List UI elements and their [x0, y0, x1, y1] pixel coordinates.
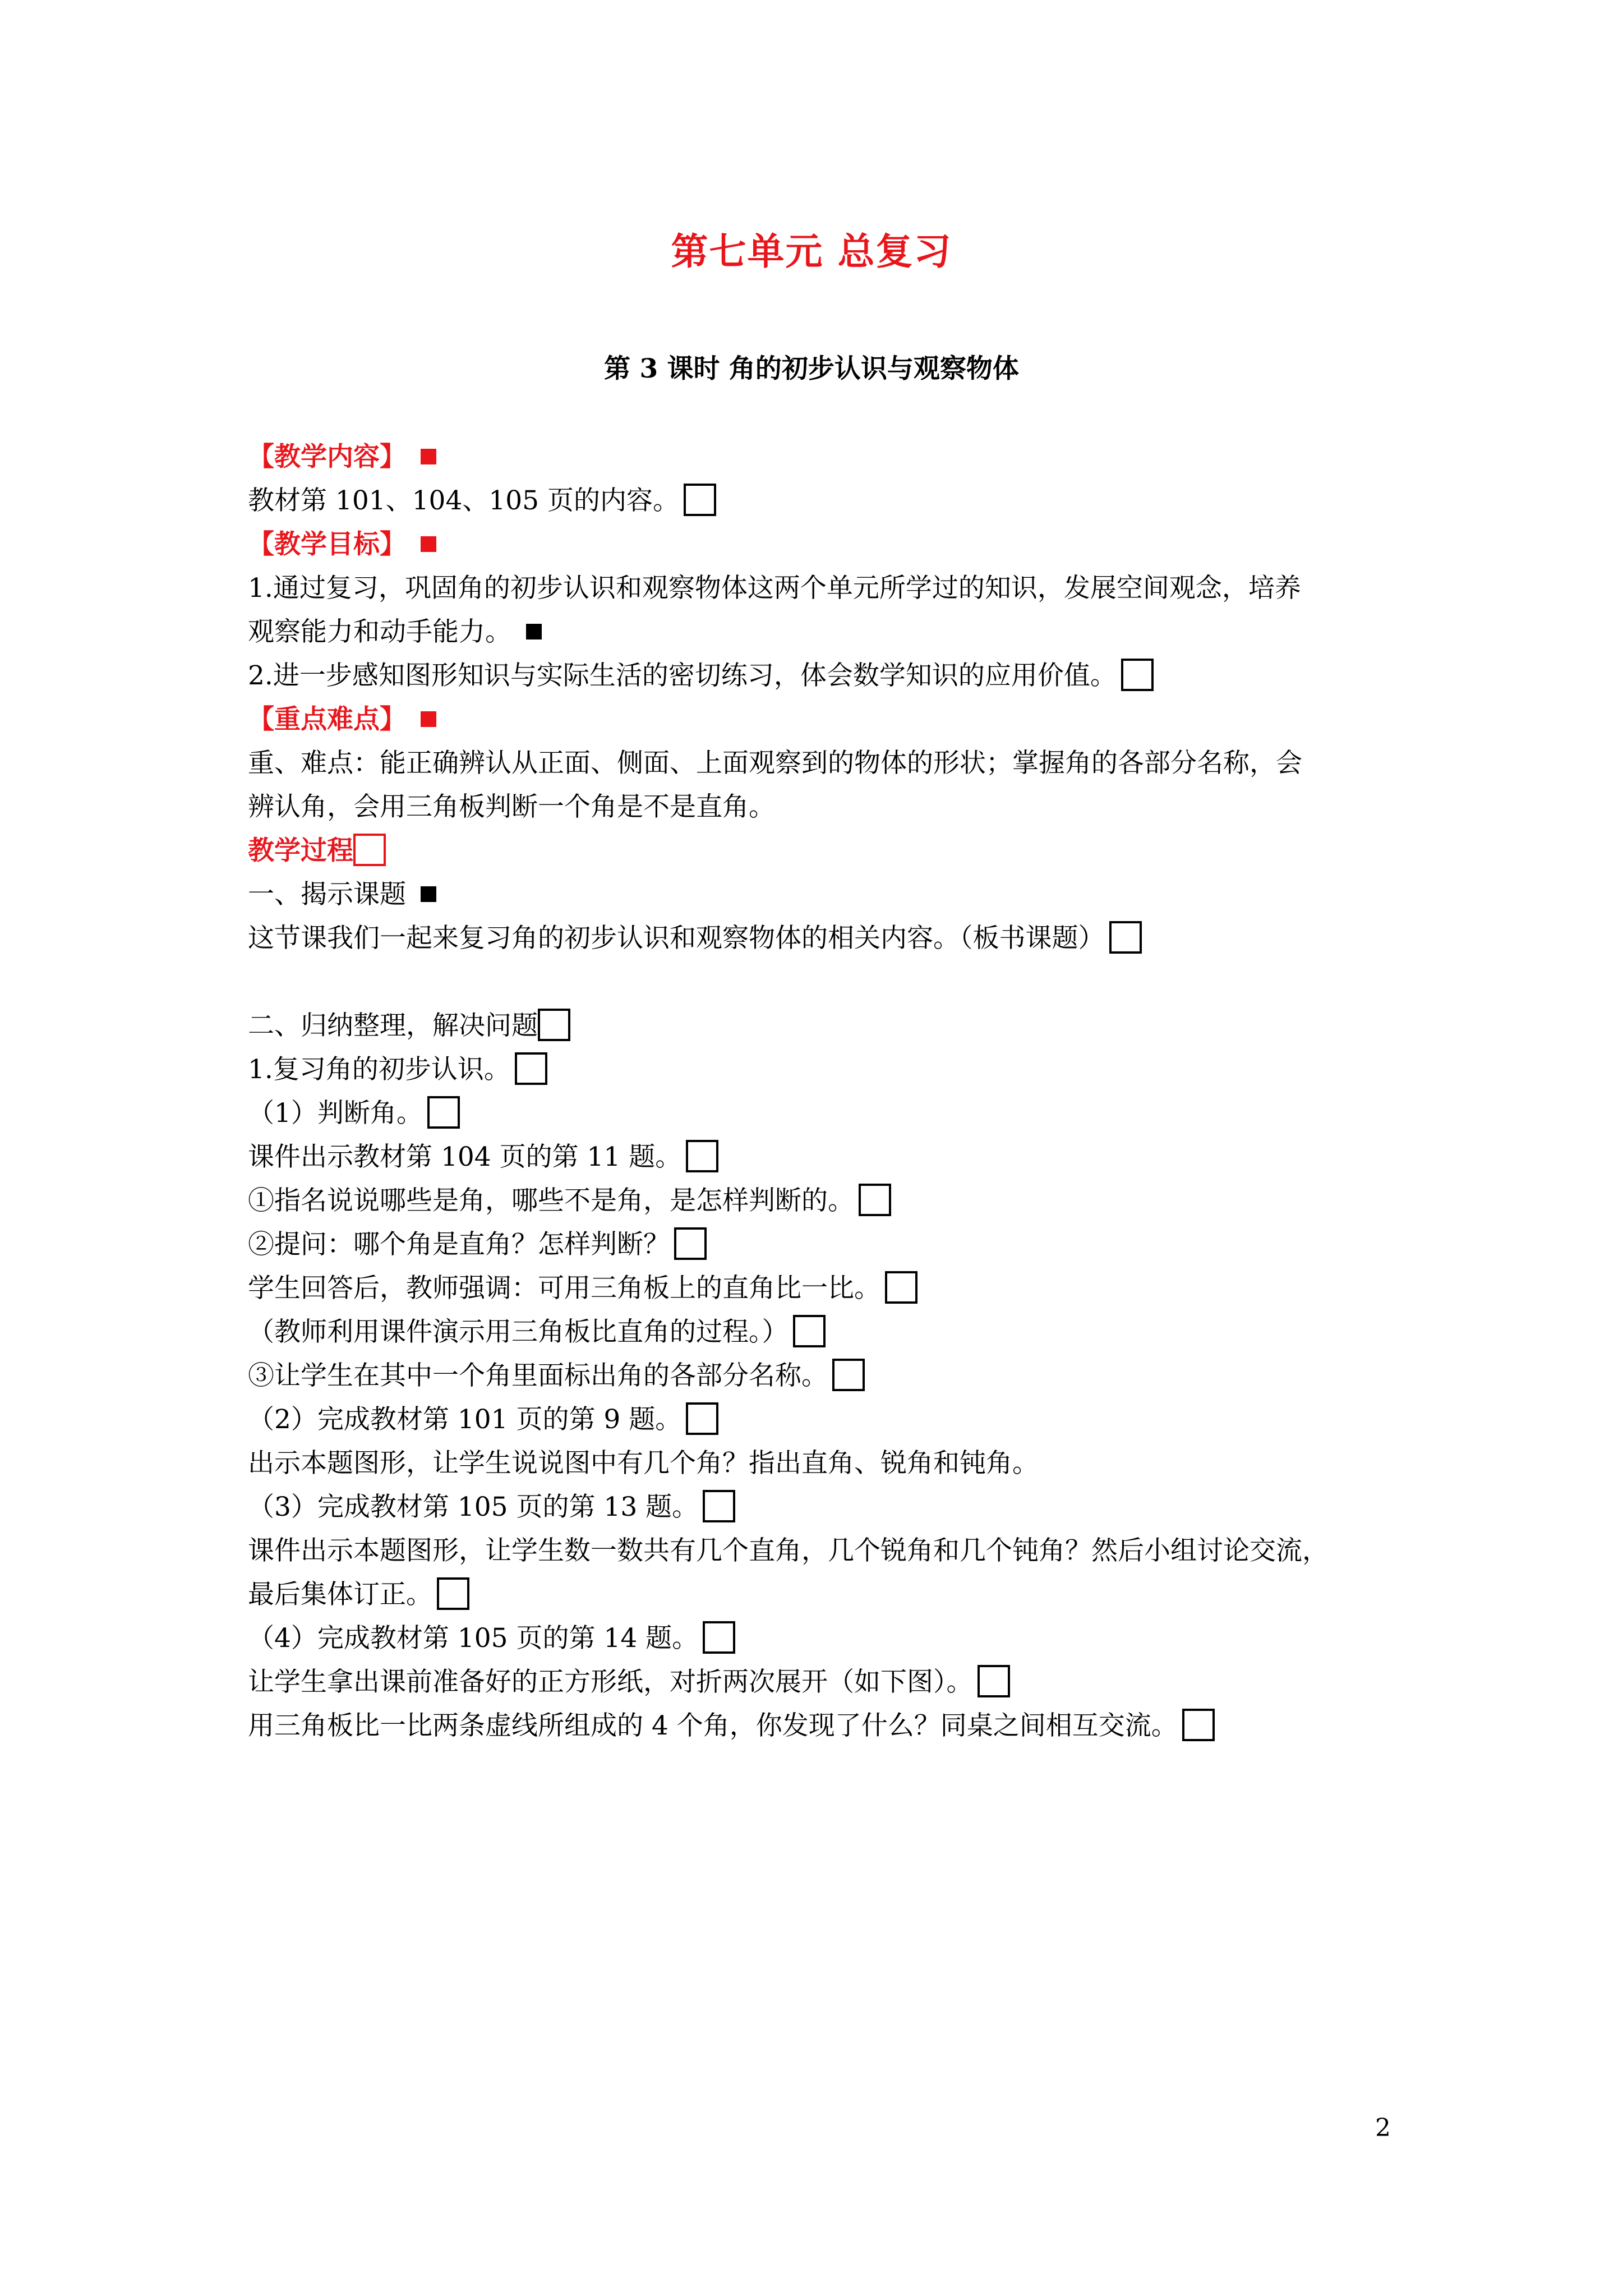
p2-line-2	[248, 1092, 1392, 1135]
checkbox[interactable]	[686, 1140, 718, 1172]
content-heading: 【教学内容】	[248, 441, 406, 472]
goal-2-text: 2.进一步感知图形知识与实际生活的密切练习，体会数学知识的应用价值。	[248, 660, 1117, 691]
red-square-marker	[421, 449, 436, 464]
p2-line-5	[248, 1223, 1392, 1267]
lesson-body	[248, 435, 1392, 1748]
checkbox[interactable]	[1121, 659, 1154, 691]
goal-2-line	[248, 654, 1392, 698]
checkbox[interactable]	[686, 1402, 718, 1435]
red-square-marker	[421, 711, 436, 727]
checkbox[interactable]	[703, 1621, 735, 1654]
keypoints-text-b: 辨认角，会用三角板判断一个角是不是直角。	[248, 792, 775, 822]
part1-title-line	[248, 873, 1392, 917]
content-text: 教材第 101、104、105 页的内容。	[248, 485, 680, 516]
goal-1-text-a: 1.通过复习，巩固角的初步认识和观察物体这两个单元所学过的知识，发展空间观念，培养	[248, 573, 1301, 604]
p2-text-10: 出示本题图形，让学生说说图中有几个角？指出直角、锐角和钝角。	[248, 1448, 1039, 1479]
process-heading: 教学过程	[248, 835, 353, 866]
blank-line	[248, 960, 1392, 1004]
p2-text-15: 用三角板比一比两条虚线所组成的 4 个角，你发现了什么？同桌之间相互交流。	[248, 1710, 1178, 1741]
keypoints-heading: 【重点难点】	[248, 704, 406, 735]
p2-line-3	[248, 1135, 1392, 1179]
p2-text-12a: 课件出示本题图形，让学生数一数共有几个直角，几个锐角和几个钝角？然后小组讨论交流，	[248, 1535, 1329, 1566]
p2-line-14	[248, 1660, 1392, 1704]
p2-text-6: 学生回答后，教师强调：可用三角板上的直角比一比。	[248, 1273, 880, 1304]
goal-1-line-a	[248, 567, 1392, 610]
checkbox[interactable]	[1182, 1709, 1215, 1741]
goal-1-text-b: 观察能力和动手能力。	[248, 616, 511, 647]
checkbox[interactable]	[674, 1227, 707, 1260]
p2-text-14: 让学生拿出课前准备好的正方形纸，对折两次展开（如下图）。	[248, 1667, 973, 1697]
checkbox[interactable]	[1109, 921, 1142, 954]
p2-text-9: （2）完成教材第 101 页的第 9 题。	[248, 1404, 682, 1435]
p2-text-4: ①指名说说哪些是角，哪些不是角，是怎样判断的。	[248, 1185, 854, 1216]
p2-text-11: （3）完成教材第 105 页的第 13 题。	[248, 1492, 699, 1522]
p2-text-5: ②提问：哪个角是直角？怎样判断？	[248, 1229, 670, 1260]
p2-line-13	[248, 1617, 1392, 1660]
checkbox[interactable]	[885, 1271, 917, 1304]
p2-text-12b: 最后集体订正。	[248, 1579, 432, 1610]
lesson-title: 第 3 课时 角的初步认识与观察物体	[604, 353, 1019, 384]
checkbox[interactable]	[427, 1096, 460, 1129]
part1-text-line	[248, 917, 1392, 960]
content-line	[248, 479, 1392, 523]
keypoints-line-a	[248, 742, 1392, 785]
black-square-marker	[526, 624, 542, 639]
content-heading-line	[248, 435, 1392, 479]
unit-title: 第七单元 总复习	[671, 229, 952, 273]
checkbox[interactable]	[832, 1359, 865, 1391]
part1-text: 这节课我们一起来复习角的初步认识和观察物体的相关内容。（板书课题）	[248, 923, 1105, 954]
p2-text-7: （教师利用课件演示用三角板比直角的过程。）	[248, 1317, 789, 1347]
p2-line-7	[248, 1310, 1392, 1354]
red-checkbox[interactable]	[353, 834, 386, 866]
p2-line-4	[248, 1179, 1392, 1223]
goals-heading-line	[248, 523, 1392, 567]
part2-title: 二、归纳整理，解决问题	[248, 1010, 538, 1041]
checkbox[interactable]	[793, 1315, 826, 1347]
p2-line-1	[248, 1048, 1392, 1092]
p2-line-9	[248, 1398, 1392, 1442]
p2-line-15	[248, 1704, 1392, 1748]
p2-line-11	[248, 1485, 1392, 1529]
p2-line-12b	[248, 1573, 1392, 1617]
goals-heading: 【教学目标】	[248, 529, 406, 560]
checkbox[interactable]	[437, 1577, 469, 1610]
p2-text-1: 1.复习角的初步认识。	[248, 1054, 510, 1085]
p2-line-8	[248, 1354, 1392, 1398]
p2-text-13: （4）完成教材第 105 页的第 14 题。	[248, 1623, 699, 1654]
checkbox[interactable]	[515, 1052, 547, 1085]
process-heading-line	[248, 829, 1392, 873]
keypoints-text-a: 重、难点：能正确辨认从正面、侧面、上面观察到的物体的形状；掌握角的各部分名称，会	[248, 748, 1302, 779]
checkbox[interactable]	[684, 484, 716, 516]
keypoints-heading-line	[248, 698, 1392, 742]
p2-line-10	[248, 1442, 1392, 1485]
p2-text-8: ③让学生在其中一个角里面标出角的各部分名称。	[248, 1360, 828, 1391]
goal-1-line-b	[248, 610, 1392, 654]
p2-line-6	[248, 1267, 1392, 1310]
part1-title: 一、揭示课题	[248, 879, 406, 910]
p2-text-3: 课件出示教材第 104 页的第 11 题。	[248, 1142, 682, 1172]
red-square-marker	[421, 536, 436, 552]
p2-text-2: （1）判断角。	[248, 1098, 423, 1129]
checkbox[interactable]	[538, 1009, 570, 1041]
black-square-marker	[421, 886, 436, 902]
keypoints-line-b	[248, 785, 1392, 829]
checkbox[interactable]	[859, 1184, 891, 1216]
page-number: 2	[1375, 2114, 1391, 2142]
checkbox[interactable]	[978, 1665, 1010, 1697]
part2-title-line	[248, 1004, 1392, 1048]
p2-line-12a	[248, 1529, 1392, 1573]
checkbox[interactable]	[703, 1490, 735, 1522]
